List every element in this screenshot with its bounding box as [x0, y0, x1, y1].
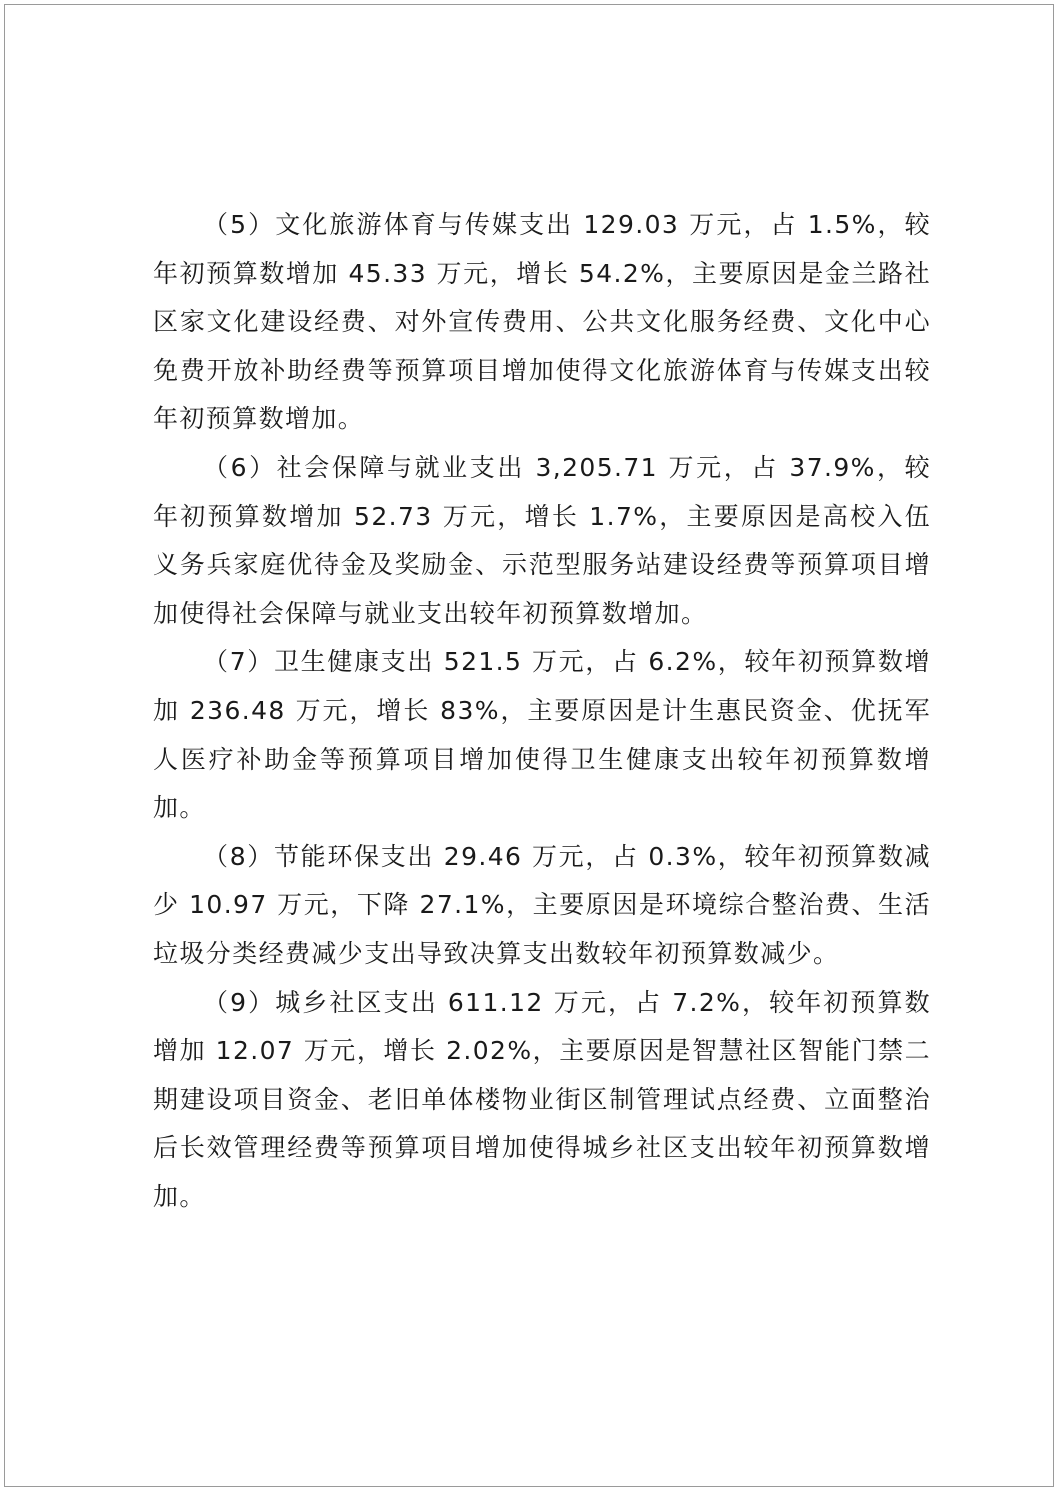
paragraph-urban-rural-community: （9）城乡社区支出 611.12 万元，占 7.2%，较年初预算数增加 12.07 万元，增长 2.02%，主要原因是智慧社区智能门禁二期建设项目资金、老旧单体楼物业街区制管理试点经费、立面整治后长效管理经费等预算项目增加使得城乡社区支出较年初预算数增加。 [153, 987, 931, 1211]
paragraph-culture-tourism-sports-media: （5）文化旅游体育与传媒支出 129.03 万元，占 1.5%，较年初预算数增加 45.33 万元，增长 54.2%，主要原因是金兰路社区家文化建设经费、对外宣传费用、公共文化服务经费、文化中心免费开放补助经费等预算项目增加使得文化旅游体育与传媒支出较年初预算数增加。 [153, 210, 931, 434]
document-body [153, 201, 931, 1221]
paragraph-energy-environment: （8）节能环保支出 29.46 万元，占 0.3%，较年初预算数减少 10.97 万元，下降 27.1%，主要原因是环境综合整治费、生活垃圾分类经费减少支出导致决算支出数较年初预算数减少。 [153, 841, 931, 968]
document-page [4, 4, 1054, 1487]
paragraph-social-security-employment: （6）社会保障与就业支出 3,205.71 万元，占 37.9%，较年初预算数增加 52.73 万元，增长 1.7%，主要原因是高校入伍义务兵家庭优待金及奖励金、示范型服务站建设经费等预算项目增加使得社会保障与就业支出较年初预算数增加。 [153, 452, 931, 628]
paragraph-health: （7）卫生健康支出 521.5 万元，占 6.2%，较年初预算数增加 236.48 万元，增长 83%，主要原因是计生惠民资金、优抚军人医疗补助金等预算项目增加使得卫生健康支出较年初预算数增加。 [153, 647, 931, 823]
